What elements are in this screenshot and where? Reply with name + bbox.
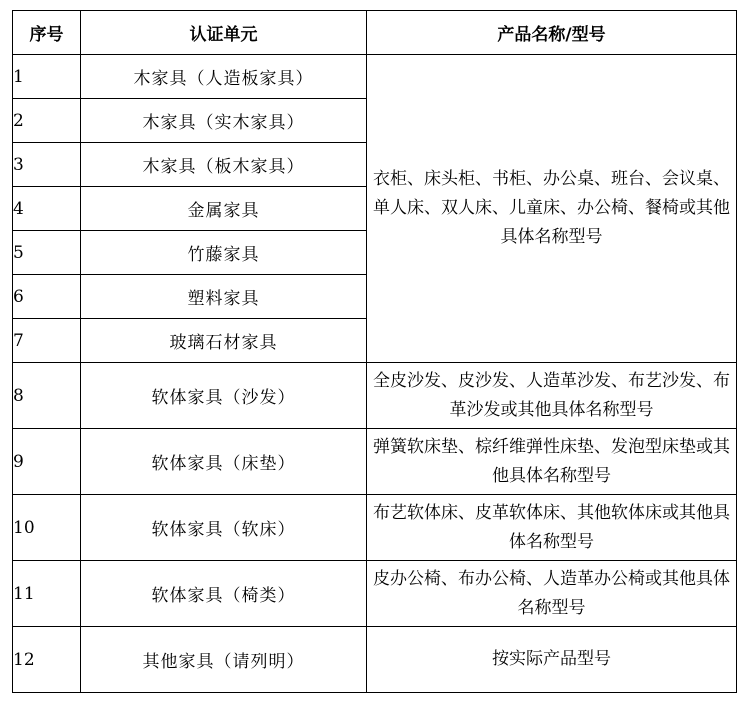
row-number: 9 (13, 429, 81, 495)
cert-unit: 软体家具（沙发） (81, 363, 367, 429)
table-row (13, 495, 737, 561)
cert-unit: 木家具（板木家具） (81, 143, 367, 187)
table-row (13, 55, 737, 99)
table-row (13, 429, 737, 495)
row-number: 2 (13, 99, 81, 143)
row-number: 11 (13, 561, 81, 627)
cert-unit: 金属家具 (81, 187, 367, 231)
row-number: 1 (13, 55, 81, 99)
product-names-merged: 衣柜、床头柜、书柜、办公桌、班台、会议桌、单人床、双人床、儿童床、办公椅、餐椅或其他具体名称型号 (367, 55, 737, 363)
cert-unit: 塑料家具 (81, 275, 367, 319)
product-names: 弹簧软床垫、棕纤维弹性床垫、发泡型床垫或其他具体名称型号 (367, 429, 737, 495)
product-names: 全皮沙发、皮沙发、人造革沙发、布艺沙发、布革沙发或其他具体名称型号 (367, 363, 737, 429)
table-row (13, 363, 737, 429)
table-row (13, 627, 737, 693)
header-row (13, 11, 737, 55)
header-unit: 认证单元 (81, 11, 367, 55)
cert-unit: 软体家具（椅类） (81, 561, 367, 627)
cert-unit: 竹藤家具 (81, 231, 367, 275)
cert-unit: 其他家具（请列明） (81, 627, 367, 693)
cert-unit: 木家具（实木家具） (81, 99, 367, 143)
row-number: 7 (13, 319, 81, 363)
row-number: 12 (13, 627, 81, 693)
table-row (13, 561, 737, 627)
row-number: 3 (13, 143, 81, 187)
row-number: 6 (13, 275, 81, 319)
row-number: 10 (13, 495, 81, 561)
cert-unit: 软体家具（床垫） (81, 429, 367, 495)
product-names: 布艺软体床、皮革软体床、其他软体床或其他具体名称型号 (367, 495, 737, 561)
row-number: 8 (13, 363, 81, 429)
product-names: 按实际产品型号 (367, 627, 737, 693)
cert-unit: 木家具（人造板家具） (81, 55, 367, 99)
row-number: 5 (13, 231, 81, 275)
header-no: 序号 (13, 11, 81, 55)
row-number: 4 (13, 187, 81, 231)
cert-unit: 软体家具（软床） (81, 495, 367, 561)
product-names: 皮办公椅、布办公椅、人造革办公椅或其他具体名称型号 (367, 561, 737, 627)
header-product: 产品名称/型号 (367, 11, 737, 55)
certification-table (12, 10, 737, 693)
cert-unit: 玻璃石材家具 (81, 319, 367, 363)
